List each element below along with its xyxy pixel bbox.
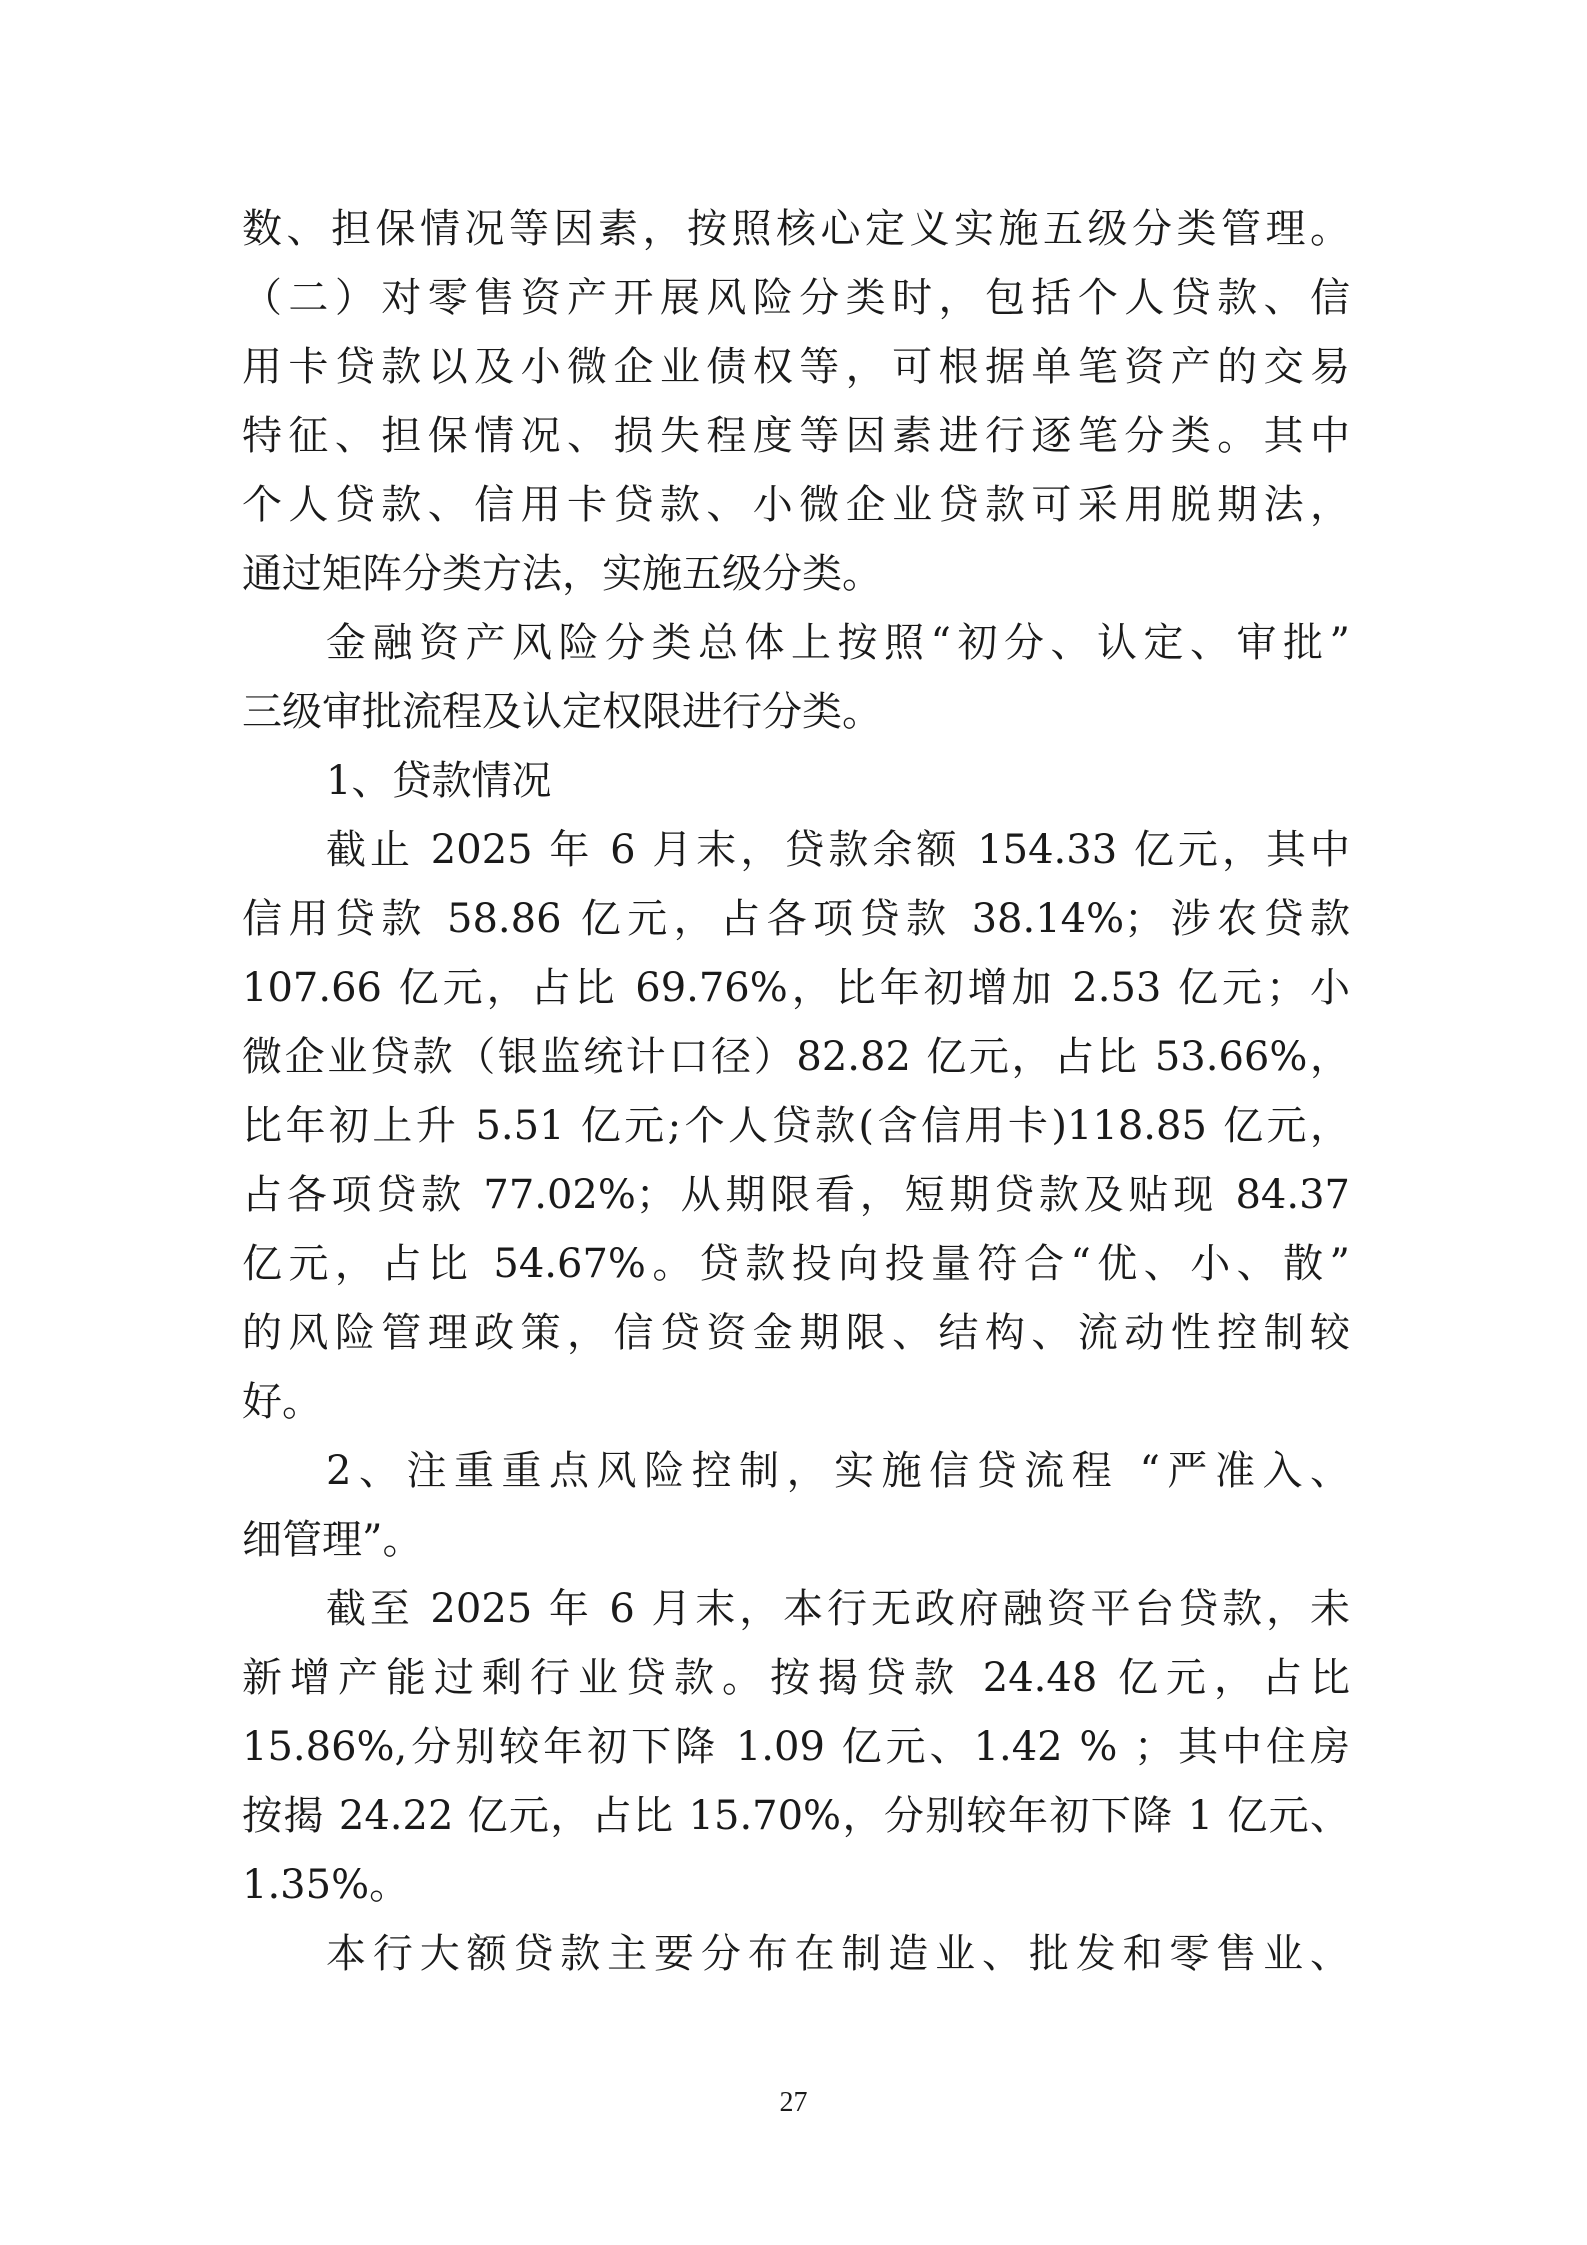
text-line: 按揭 24.22 亿元，占比 15.70%，分别较年初下降 1 亿元、	[242, 1793, 1350, 1839]
text-line: 个人贷款、信用卡贷款、小微企业贷款可采用脱期法，	[242, 482, 1350, 528]
text-line: 占各项贷款 77.02%；从期限看，短期贷款及贴现 84.37	[242, 1172, 1350, 1218]
text-line: 数、担保情况等因素，按照核心定义实施五级分类管理。	[242, 206, 1350, 252]
text-line: 1.35%。	[242, 1862, 410, 1908]
text-line: 截止 2025 年 6 月末，贷款余额 154.33 亿元，其中	[326, 827, 1350, 873]
text-line: 的风险管理政策，信贷资金期限、结构、流动性控制较	[242, 1310, 1350, 1356]
text-line: 金融资产风险分类总体上按照“初分、认定、审批”	[326, 620, 1350, 666]
text-line: 用卡贷款以及小微企业债权等，可根据单笔资产的交易	[242, 344, 1350, 390]
page-number: 27	[779, 2087, 808, 2118]
text-line: 1、贷款情况	[326, 758, 552, 804]
text-line: 细管理”。	[242, 1517, 423, 1563]
text-line: 微企业贷款（银监统计口径）82.82 亿元，占比 53.66%，	[242, 1034, 1350, 1080]
text-line: 信用贷款 58.86 亿元，占各项贷款 38.14%；涉农贷款	[242, 896, 1350, 942]
text-line: 通过矩阵分类方法，实施五级分类。	[242, 551, 882, 597]
text-line: 新增产能过剩行业贷款。按揭贷款 24.48 亿元，占比	[242, 1655, 1350, 1701]
text-line: 亿元，占比 54.67%。贷款投向投量符合“优、小、散”	[242, 1241, 1350, 1287]
text-line: 15.86%,分别较年初下降 1.09 亿元、1.42 % ；其中住房	[242, 1724, 1350, 1770]
text-line: 107.66 亿元，占比 69.76%，比年初增加 2.53 亿元；小	[242, 965, 1350, 1011]
text-line: 三级审批流程及认定权限进行分类。	[242, 689, 882, 735]
text-line: 截至 2025 年 6 月末，本行无政府融资平台贷款，未	[326, 1586, 1350, 1632]
text-line: 特征、担保情况、损失程度等因素进行逐笔分类。其中	[242, 413, 1350, 459]
text-line: 好。	[242, 1379, 322, 1425]
text-line: 2、注重重点风险控制，实施信贷流程 “严准入、	[326, 1448, 1350, 1494]
text-line: （二）对零售资产开展风险分类时，包括个人贷款、信	[242, 275, 1350, 321]
text-line: 比年初上升 5.51 亿元;个人贷款(含信用卡)118.85 亿元，	[242, 1103, 1350, 1149]
body-text	[242, 195, 1350, 1989]
text-line: 本行大额贷款主要分布在制造业、批发和零售业、	[326, 1931, 1350, 1977]
